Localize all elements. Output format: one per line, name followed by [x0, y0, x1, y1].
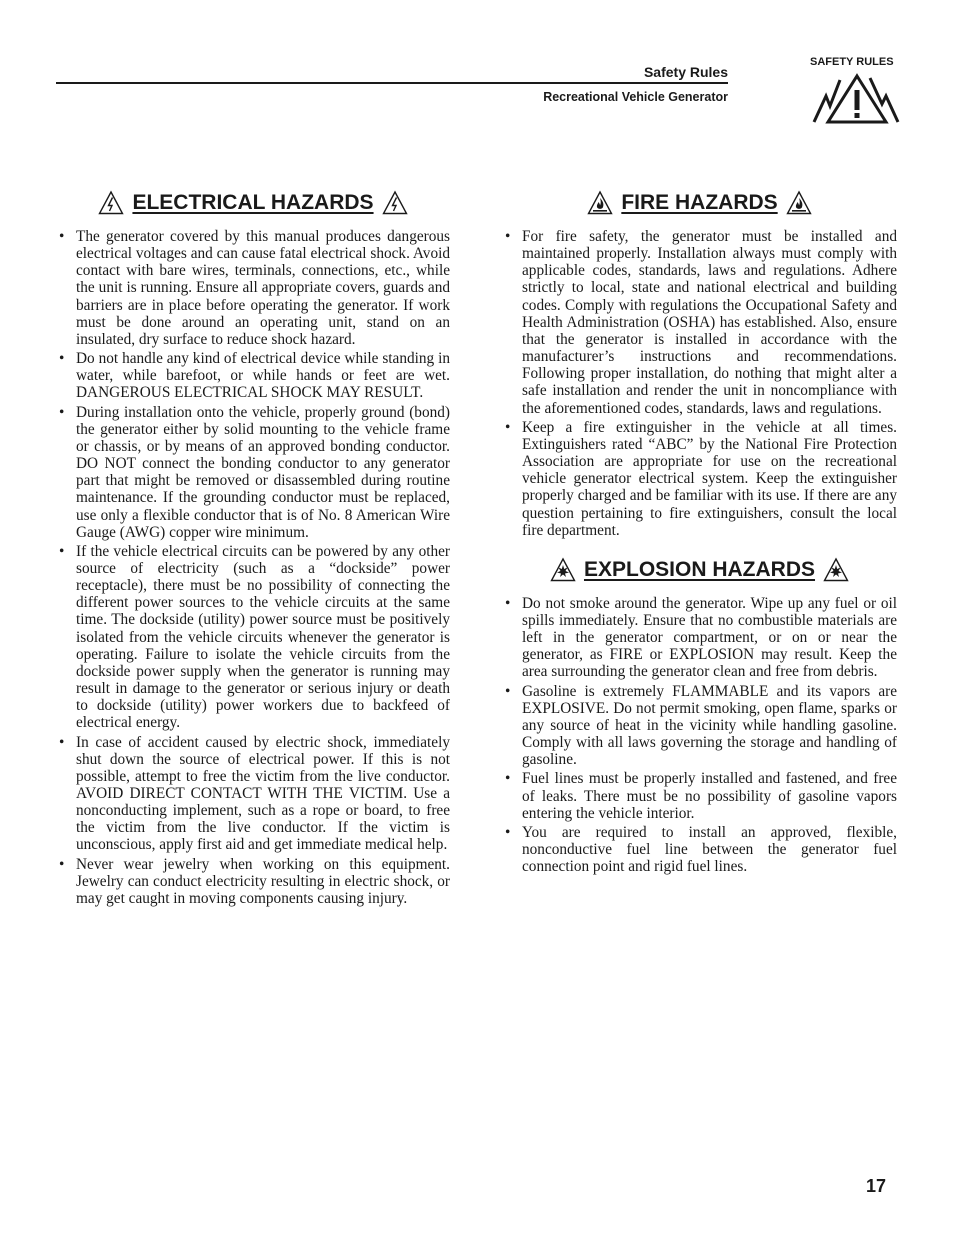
list-item: • Gasoline is extremely FLAMMABLE and its vapors are EXPLOSIVE. Do not permit smoking, open flame, sparks or any source of heat in the vicinity while handling gasoline. Comply with all laws governing the storage and handling of gasoline. — [502, 683, 897, 769]
explosion-warning-icon — [550, 557, 576, 583]
electrical-hazards-title: ELECTRICAL HAZARDS — [132, 191, 374, 215]
right-column — [502, 186, 897, 877]
header-title: Safety Rules — [643, 64, 728, 80]
safety-rules-badge — [810, 56, 902, 128]
explosion-hazards-heading — [502, 553, 897, 587]
list-item: • You are required to install an approved, flexible, nonconductive fuel line between the generator fuel connection point and rigid fuel lines. — [502, 824, 897, 875]
fire-hazards-title: FIRE HAZARDS — [621, 191, 778, 215]
list-item: • For fire safety, the generator must be installed and maintained properly. Installation always must comply with applicable codes, standards, laws and regulations. Adhere strictly to local, state and national electrical and building codes. Comply with regulations the Occupational Safety and Health Administration (OSHA) has established. Also, ensure that the generator is installed in accordance with the manufacturer’s instructions and recommendations. Following proper installation, do nothing that might alter a safe installation and render the unit in noncompliance with the aforementioned codes, standards, laws and regulations. — [502, 228, 897, 417]
list-item: • Keep a fire extinguisher in the vehicle at all times. Extinguishers rated “ABC” by the National Fire Protection Association are appropriate for use on the recreational vehicle generator electrical system. Keep the extinguisher properly charged and be familiar with its use. If there are any question pertaining to fire extinguishers, consult the local fire department. — [502, 419, 897, 539]
list-item: • Do not handle any kind of electrical device while standing in water, while barefoot, or while hands or feet are wet. DANGEROUS ELECTRICAL SHOCK MAY RESULT. — [56, 350, 450, 401]
header-rule — [56, 82, 728, 84]
electrical-warning-icon — [382, 190, 408, 216]
list-item: • Never wear jewelry when working on this equipment. Jewelry can conduct electricity resulting in electric shock, or may get caught in moving components causing injury. — [56, 856, 450, 907]
page-number: 17 — [866, 1176, 887, 1196]
fire-warning-icon — [786, 190, 812, 216]
explosion-hazards-title: EXPLOSION HAZARDS — [583, 558, 816, 582]
electrical-hazards-list — [56, 228, 450, 907]
fire-hazards-list — [502, 228, 897, 539]
electrical-hazards-heading — [56, 186, 450, 220]
list-item: • During installation onto the vehicle, properly ground (bond) the generator either by solid mounting to the vehicle frame or chassis, or by means of an approved bonding conductor. DO NOT connect the bonding conductor to any generator part that might be removed or disassembled during routine maintenance. If the grounding conductor must be replaced, use only a flexible conductor that is of No. 8 American Wire Gauge (AWG) copper wire minimum. — [56, 404, 450, 541]
header-subtitle: Recreational Vehicle Generator — [543, 90, 728, 104]
explosion-hazards-list — [502, 595, 897, 876]
fire-warning-icon — [587, 190, 613, 216]
list-item: • In case of accident caused by electric shock, immediately shut down the source of electrical power. If this is not possible, attempt to free the victim from the live conductor. AVOID DIRECT CONTACT WITH THE VICTIM. Use a nonconducting implement, such as a rope or board, to free the victim from the live conductor. If the victim is unconscious, apply first aid and get immediate medical help. — [56, 734, 450, 854]
left-column — [56, 186, 450, 909]
list-item: • Do not smoke around the generator. Wipe up any fuel or oil spills immediately. Ensure that no combustible materials are left in the generator compartment, or on or near the generator, as FIRE or EXPLOSION may result. Keep the area surrounding the generator clean and free from debris. — [502, 595, 897, 681]
badge-label: SAFETY RULES — [810, 56, 894, 68]
electrical-warning-icon — [98, 190, 124, 216]
list-item: • If the vehicle electrical circuits can be powered by any other source of electricity (such as a “dockside” power receptacle), there must be no possibility of connecting the different power sources to the vehicle circuits at the same time. The dockside (utility) power source must be positively isolated from the vehicle circuits whenever the generator is operating. Failure to isolate the vehicle circuits from the dockside power supply when the generator is running may result in damage to the generator or serious injury or death to dockside (utility) power workers due to backfeed of electrical energy. — [56, 543, 450, 732]
list-item: • Fuel lines must be properly installed and fastened, and free of leaks. There must be no possibility of gasoline vapors entering the vehicle interior. — [502, 770, 897, 821]
explosion-warning-icon — [823, 557, 849, 583]
fire-hazards-heading — [502, 186, 897, 220]
section-spacer — [502, 541, 897, 553]
list-item: • The generator covered by this manual produces dangerous electrical voltages and can cause fatal electrical shock. Avoid contact with bare wires, terminals, connections, etc., while the unit is running. Ensure all appropriate covers, guards and barriers are in place before operating the generator. If work must be done around an operating unit, stand on an insulated, dry surface to reduce shock hazard. — [56, 228, 450, 348]
electrical-warning-icon — [812, 70, 900, 126]
